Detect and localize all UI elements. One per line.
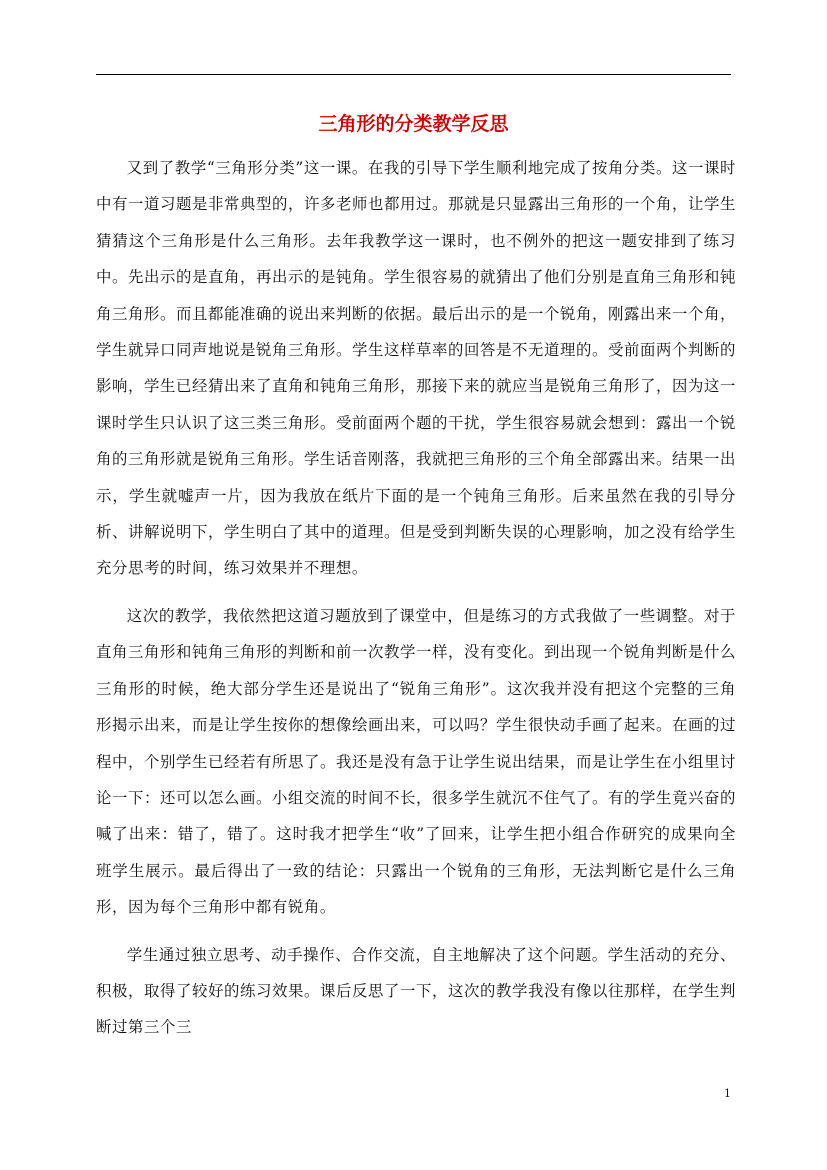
header-rule	[96, 74, 731, 75]
document-title: 三角形的分类教学反思	[318, 113, 509, 135]
paragraph-1: 又到了教学“三角形分类”这一课。在我的引导下学生顺利地完成了按角分类。这一课时中有一道习题是非常典型的，许多老师也都用过。那就是只显露出三角形的一个角，让学生猜猜这个三角形是什么三角形。去年我教学这一课时，也不例外的把这一题安排到了练习中。先出示的是直角，再出示的是钝角。学生很容易的就猜出了他们分别是直角三角形和钝角三角形。而且都能准确的说出来判断的依据。最后出示的是一个锐角，刚露出来一个角，学生就异口同声地说是锐角三角形。学生这样草率的回答是不无道理的。受前面两个判断的影响，学生已经猜出来了直角和钝角三角形，那接下来的就应当是锐角三角形了，因为这一课时学生只认识了这三类三角形。受前面两个题的干扰，学生很容易就会想到：露出一个锐角的三角形就是锐角三角形。学生话音刚落，我就把三角形的三个角全部露出来。结果一出示，学生就嘘声一片，因为我放在纸片下面的是一个钝角三角形。后来虽然在我的引导分析、讲解说明下，学生明白了其中的道理。但是受到判断失误的心理影响，加之没有给学生充分思考的时间，练习效果并不理想。	[96, 159, 736, 578]
paragraph-3: 学生通过独立思考、动手操作、合作交流，自主地解决了这个问题。学生活动的充分、积极，取得了较好的练习效果。课后反思了一下，这次的教学我没有像以往那样，在学生判断过第三个三	[96, 945, 736, 1037]
document-body	[96, 150, 736, 1057]
paragraph-2: 这次的教学，我依然把这道习题放到了课堂中，但是练习的方式我做了一些调整。对于直角三角形和钝角三角形的判断和前一次教学一样，没有变化。到出现一个锐角判断是什么三角形的时候，绝大部分学生还是说出了“锐角三角形”。这次我并没有把这个完整的三角形揭示出来，而是让学生按你的想像绘画出来，可以吗？学生很快动手画了起来。在画的过程中，个别学生已经若有所思了。我还是没有急于让学生说出结果，而是让学生在小组里讨论一下：还可以怎么画。小组交流的时间不长，很多学生就沉不住气了。有的学生竟兴奋的喊了出来：错了，错了。这时我才把学生“收”了回来，让学生把小组合作研究的成果向全班学生展示。最后得出了一致的结论：只露出一个锐角的三角形，无法判断它是什么三角形，因为每个三角形中都有锐角。	[96, 606, 736, 917]
page-number: 1	[724, 1087, 731, 1100]
